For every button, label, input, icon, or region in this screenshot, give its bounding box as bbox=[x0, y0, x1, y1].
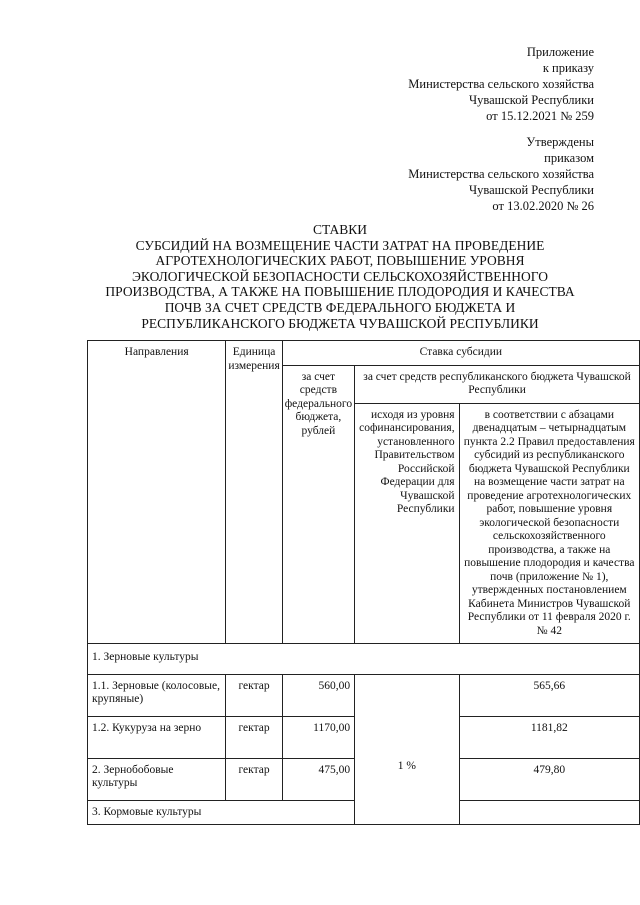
appendix-line: Приложение bbox=[526, 45, 594, 59]
appendix-line: Чувашской Республики bbox=[468, 93, 594, 107]
appendix-reference bbox=[408, 44, 594, 124]
appendix-line: к приказу bbox=[542, 61, 594, 75]
row-rules: 1181,82 bbox=[459, 716, 639, 758]
row-federal: 1170,00 bbox=[282, 716, 354, 758]
approval-line: Утверждены bbox=[526, 135, 594, 149]
header-republic: за счет средств республиканского бюджета Чувашской Республики bbox=[355, 365, 640, 403]
header-federal: за счет средств федерального бюджета, рублей bbox=[282, 365, 354, 644]
approval-reference bbox=[408, 134, 594, 214]
header-direction: Направления bbox=[88, 341, 226, 644]
section-row bbox=[88, 644, 640, 675]
document-title bbox=[60, 222, 620, 331]
title-line: СУБСИДИЙ НА ВОЗМЕЩЕНИЕ ЧАСТИ ЗАТРАТ НА ПРОВЕДЕНИЕ bbox=[135, 237, 545, 253]
title-line: СТАВКИ bbox=[312, 222, 368, 237]
title-line: ПРОИЗВОДСТВА, А ТАКЖЕ НА ПОВЫШЕНИЕ ПЛОДОРОДИЯ И КАЧЕСТВА bbox=[105, 284, 575, 300]
title-line: РЕСПУБЛИКАНСКОГО БЮДЖЕТА ЧУВАШСКОЙ РЕСПУБЛИКИ bbox=[141, 315, 539, 331]
cofinancing-value: 1 % bbox=[355, 674, 459, 825]
row-name: 1.2. Кукуруза на зерно bbox=[88, 716, 226, 758]
subsidy-rates-table bbox=[87, 340, 640, 825]
row-unit: гектар bbox=[226, 674, 282, 716]
row-unit: гектар bbox=[226, 716, 282, 758]
header-per-rules: в соответствии с абзацами двенадцатым – четырнадцатым пункта 2.2 Правил предоставления субсидий из республиканского бюджета Чувашской Республики на возмещение части затрат на проведение агротехнологических работ, повышение уровня экологической безопасности сельскохозяйственного производства, а также на повышение плодородия и качества почв (приложение № 1), утвержденных постановлением Кабинета Министров Чувашской Республики от 11 февраля 2020 г. № 42 bbox=[459, 403, 639, 644]
title-line: ЭКОЛОГИЧЕСКОЙ БЕЗОПАСНОСТИ СЕЛЬСКОХОЗЯЙСТВЕННОГО bbox=[131, 268, 549, 284]
approval-line: приказом bbox=[544, 151, 594, 165]
header-row bbox=[88, 341, 640, 366]
row-federal: 560,00 bbox=[282, 674, 354, 716]
row-rules: 479,80 bbox=[459, 758, 639, 800]
approval-line: Министерства сельского хозяйства bbox=[408, 167, 594, 181]
approval-line: Чувашской Республики bbox=[468, 183, 594, 197]
row-name: 1.1. Зерновые (колосовые, крупяные) bbox=[88, 674, 226, 716]
header-unit: Единица измерения bbox=[226, 341, 282, 644]
header-rate: Ставка субсидии bbox=[282, 341, 639, 366]
row-federal: 475,00 bbox=[282, 758, 354, 800]
title-line: ПОЧВ ЗА СЧЕТ СРЕДСТВ ФЕДЕРАЛЬНОГО БЮДЖЕТА И bbox=[164, 299, 516, 315]
appendix-line: Министерства сельского хозяйства bbox=[408, 77, 594, 91]
section-fodder: 3. Кормовые культуры bbox=[88, 800, 355, 825]
appendix-line: от 15.12.2021 № 259 bbox=[486, 109, 594, 123]
row-rules: 565,66 bbox=[459, 674, 639, 716]
row-name: 2. Зернобобовые культуры bbox=[88, 758, 226, 800]
empty-cell bbox=[459, 800, 639, 825]
row-unit: гектар bbox=[226, 758, 282, 800]
header-cofinancing: исходя из уровня софинансирования, установленного Правительством Российской Федерации для Чувашской Республики bbox=[355, 403, 459, 644]
title-line: АГРОТЕХНОЛОГИЧЕСКИХ РАБОТ, ПОВЫШЕНИЕ УРОВНЯ bbox=[155, 253, 525, 269]
approval-line: от 13.02.2020 № 26 bbox=[492, 199, 594, 213]
section-grain: 1. Зерновые культуры bbox=[88, 644, 640, 675]
table-row bbox=[88, 674, 640, 716]
